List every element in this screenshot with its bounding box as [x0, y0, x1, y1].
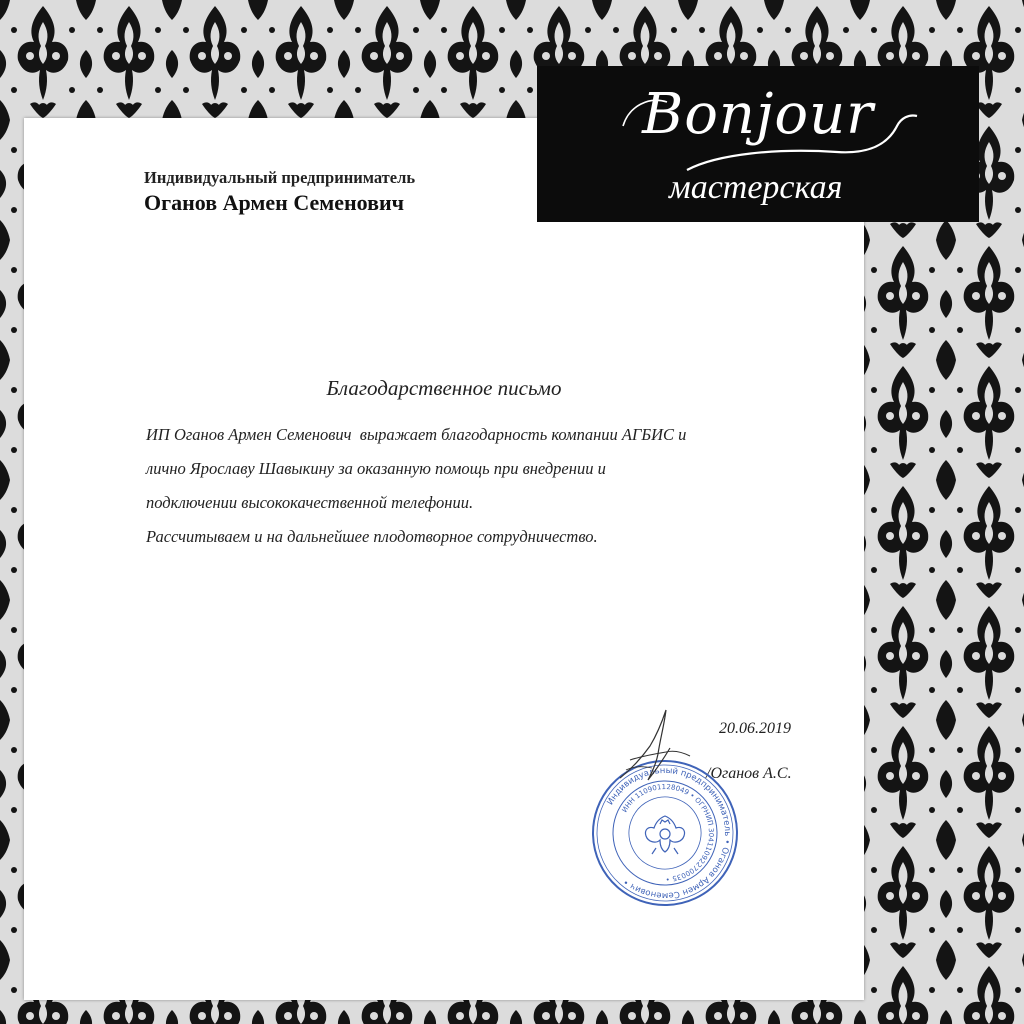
- logo-subtitle-text: мастерская: [669, 169, 843, 206]
- eagle-emblem-icon: [645, 816, 684, 854]
- letter-body-line: Рассчитываем и на дальнейшее плодотворное сотрудничество.: [146, 527, 598, 546]
- letter-date: 20.06.2019: [719, 720, 791, 737]
- signatory-name: /Оганов А.С.: [706, 765, 792, 782]
- letter-body-line: лично Ярославу Шавыкину за оказанную помощь при внедрении и: [146, 459, 606, 478]
- letter-body-line: подключении высококачественной телефонии.: [146, 493, 474, 512]
- bonjour-logo: [537, 66, 979, 222]
- svg-text:ИНН 110901128049 • ОГРНИП 3041: ИНН 110901128049 • ОГРНИП 304110922700035 •: [620, 782, 716, 884]
- letter-body-line: ИП Оганов Армен Семенович выражает благодарность компании АГБИС и: [146, 425, 687, 444]
- letterhead-title: Индивидуальный предприниматель: [144, 168, 416, 187]
- letterhead-name: Оганов Армен Семенович: [144, 190, 405, 215]
- handwritten-signature: [600, 700, 720, 790]
- letter-title: Благодарственное письмо: [326, 376, 562, 400]
- svg-text:Индивидуальный предприниматель: Индивидуальный предприниматель • Оганов Армен Семенович •: [605, 765, 733, 901]
- logo-brand-text: Bonjour: [642, 82, 874, 147]
